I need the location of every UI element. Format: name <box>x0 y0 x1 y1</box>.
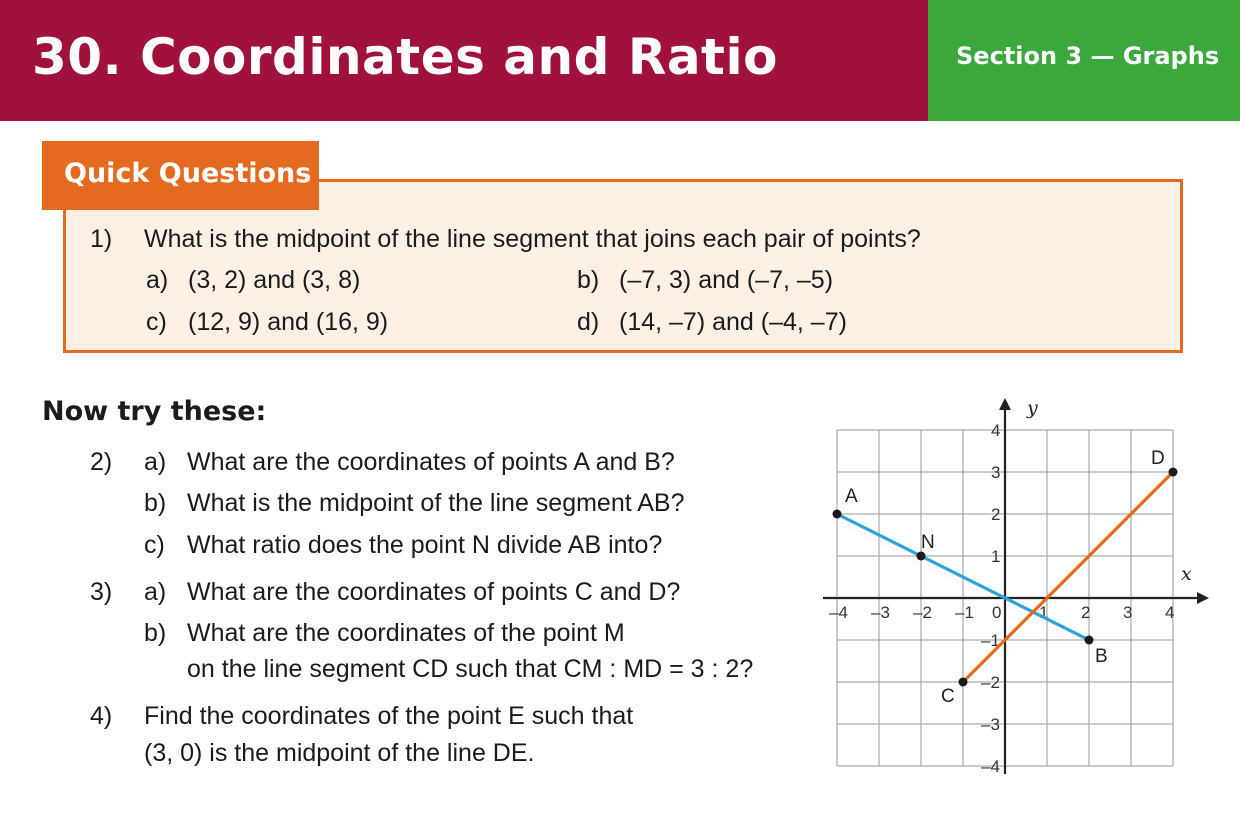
y-tick-label: 2 <box>991 505 1001 524</box>
q1d-text: (14, –7) and (–4, –7) <box>619 308 847 336</box>
q1-text: What is the midpoint of the line segment that joins each pair of points? <box>144 225 921 253</box>
section-label: Section 3 — Graphs <box>956 42 1220 70</box>
q1d-label: d) <box>577 308 600 336</box>
q2a-text: What are the coordinates of points A and B? <box>187 448 675 476</box>
y-tick-label: 1 <box>991 547 1001 566</box>
x-tick-label: –1 <box>955 603 974 622</box>
y-tick-label: 4 <box>991 421 1001 440</box>
x-axis-arrow <box>1197 592 1209 604</box>
quick-questions-heading: Quick Questions <box>64 158 312 189</box>
x-tick-label: –3 <box>871 603 890 622</box>
y-tick-label: –4 <box>981 757 1000 776</box>
q1b-text: (–7, 3) and (–7, –5) <box>619 266 834 294</box>
y-axis-label: y <box>1027 397 1038 419</box>
q2-number: 2) <box>90 448 113 476</box>
point-label-a: A <box>845 486 858 507</box>
point-label-c: C <box>941 686 955 707</box>
page-title: 30. Coordinates and Ratio <box>32 28 778 86</box>
point-label-n: N <box>921 532 935 553</box>
x-tick-label: –2 <box>913 603 932 622</box>
now-try-heading: Now try these: <box>42 396 267 427</box>
q3a-text: What are the coordinates of points C and D? <box>187 578 681 606</box>
q3a-label: a) <box>144 578 167 606</box>
x-tick-label: 1 <box>1039 603 1049 622</box>
y-tick-label: –1 <box>981 631 1000 650</box>
x-tick-label: –4 <box>829 603 848 622</box>
q4-text-line2: (3, 0) is the midpoint of the line DE. <box>144 739 535 767</box>
q1c-text: (12, 9) and (16, 9) <box>188 308 389 336</box>
q1a-text: (3, 2) and (3, 8) <box>188 266 361 294</box>
q1b-label: b) <box>577 266 600 294</box>
q2b-label: b) <box>144 489 167 517</box>
q4-text-line1: Find the coordinates of the point E such that <box>144 702 634 730</box>
point-b <box>1085 636 1094 645</box>
x-tick-label: 3 <box>1123 603 1133 622</box>
q1c-label: c) <box>146 308 167 336</box>
y-tick-label: –3 <box>981 715 1000 734</box>
q2a-label: a) <box>144 448 167 476</box>
q2c-label: c) <box>144 531 165 559</box>
point-a <box>833 510 842 519</box>
q3b-label: b) <box>144 619 167 647</box>
point-label-b: B <box>1095 646 1108 667</box>
q4-number: 4) <box>90 702 113 730</box>
x-tick-label: 4 <box>1165 603 1175 622</box>
coordinate-grid-chart <box>815 390 1225 790</box>
y-tick-label: 3 <box>991 463 1001 482</box>
q2b-text: What is the midpoint of the line segment AB? <box>187 489 685 517</box>
q1-number: 1) <box>90 225 113 253</box>
q3b-text: What are the coordinates of the point M <box>187 619 625 647</box>
y-axis-arrow <box>999 398 1011 410</box>
y-tick-label: –2 <box>981 673 1000 692</box>
point-label-d: D <box>1151 448 1165 469</box>
x-tick-label: 2 <box>1081 603 1091 622</box>
x-axis-label: x <box>1181 563 1192 585</box>
point-c <box>959 678 968 687</box>
q1a-label: a) <box>146 266 169 294</box>
q2c-text: What ratio does the point N divide AB into? <box>187 531 663 559</box>
q3-number: 3) <box>90 578 113 606</box>
x-tick-label: 0 <box>992 603 1002 622</box>
point-d <box>1169 468 1178 477</box>
q3b-text-line2: on the line segment CD such that CM : MD = 3 : 2? <box>187 655 754 683</box>
